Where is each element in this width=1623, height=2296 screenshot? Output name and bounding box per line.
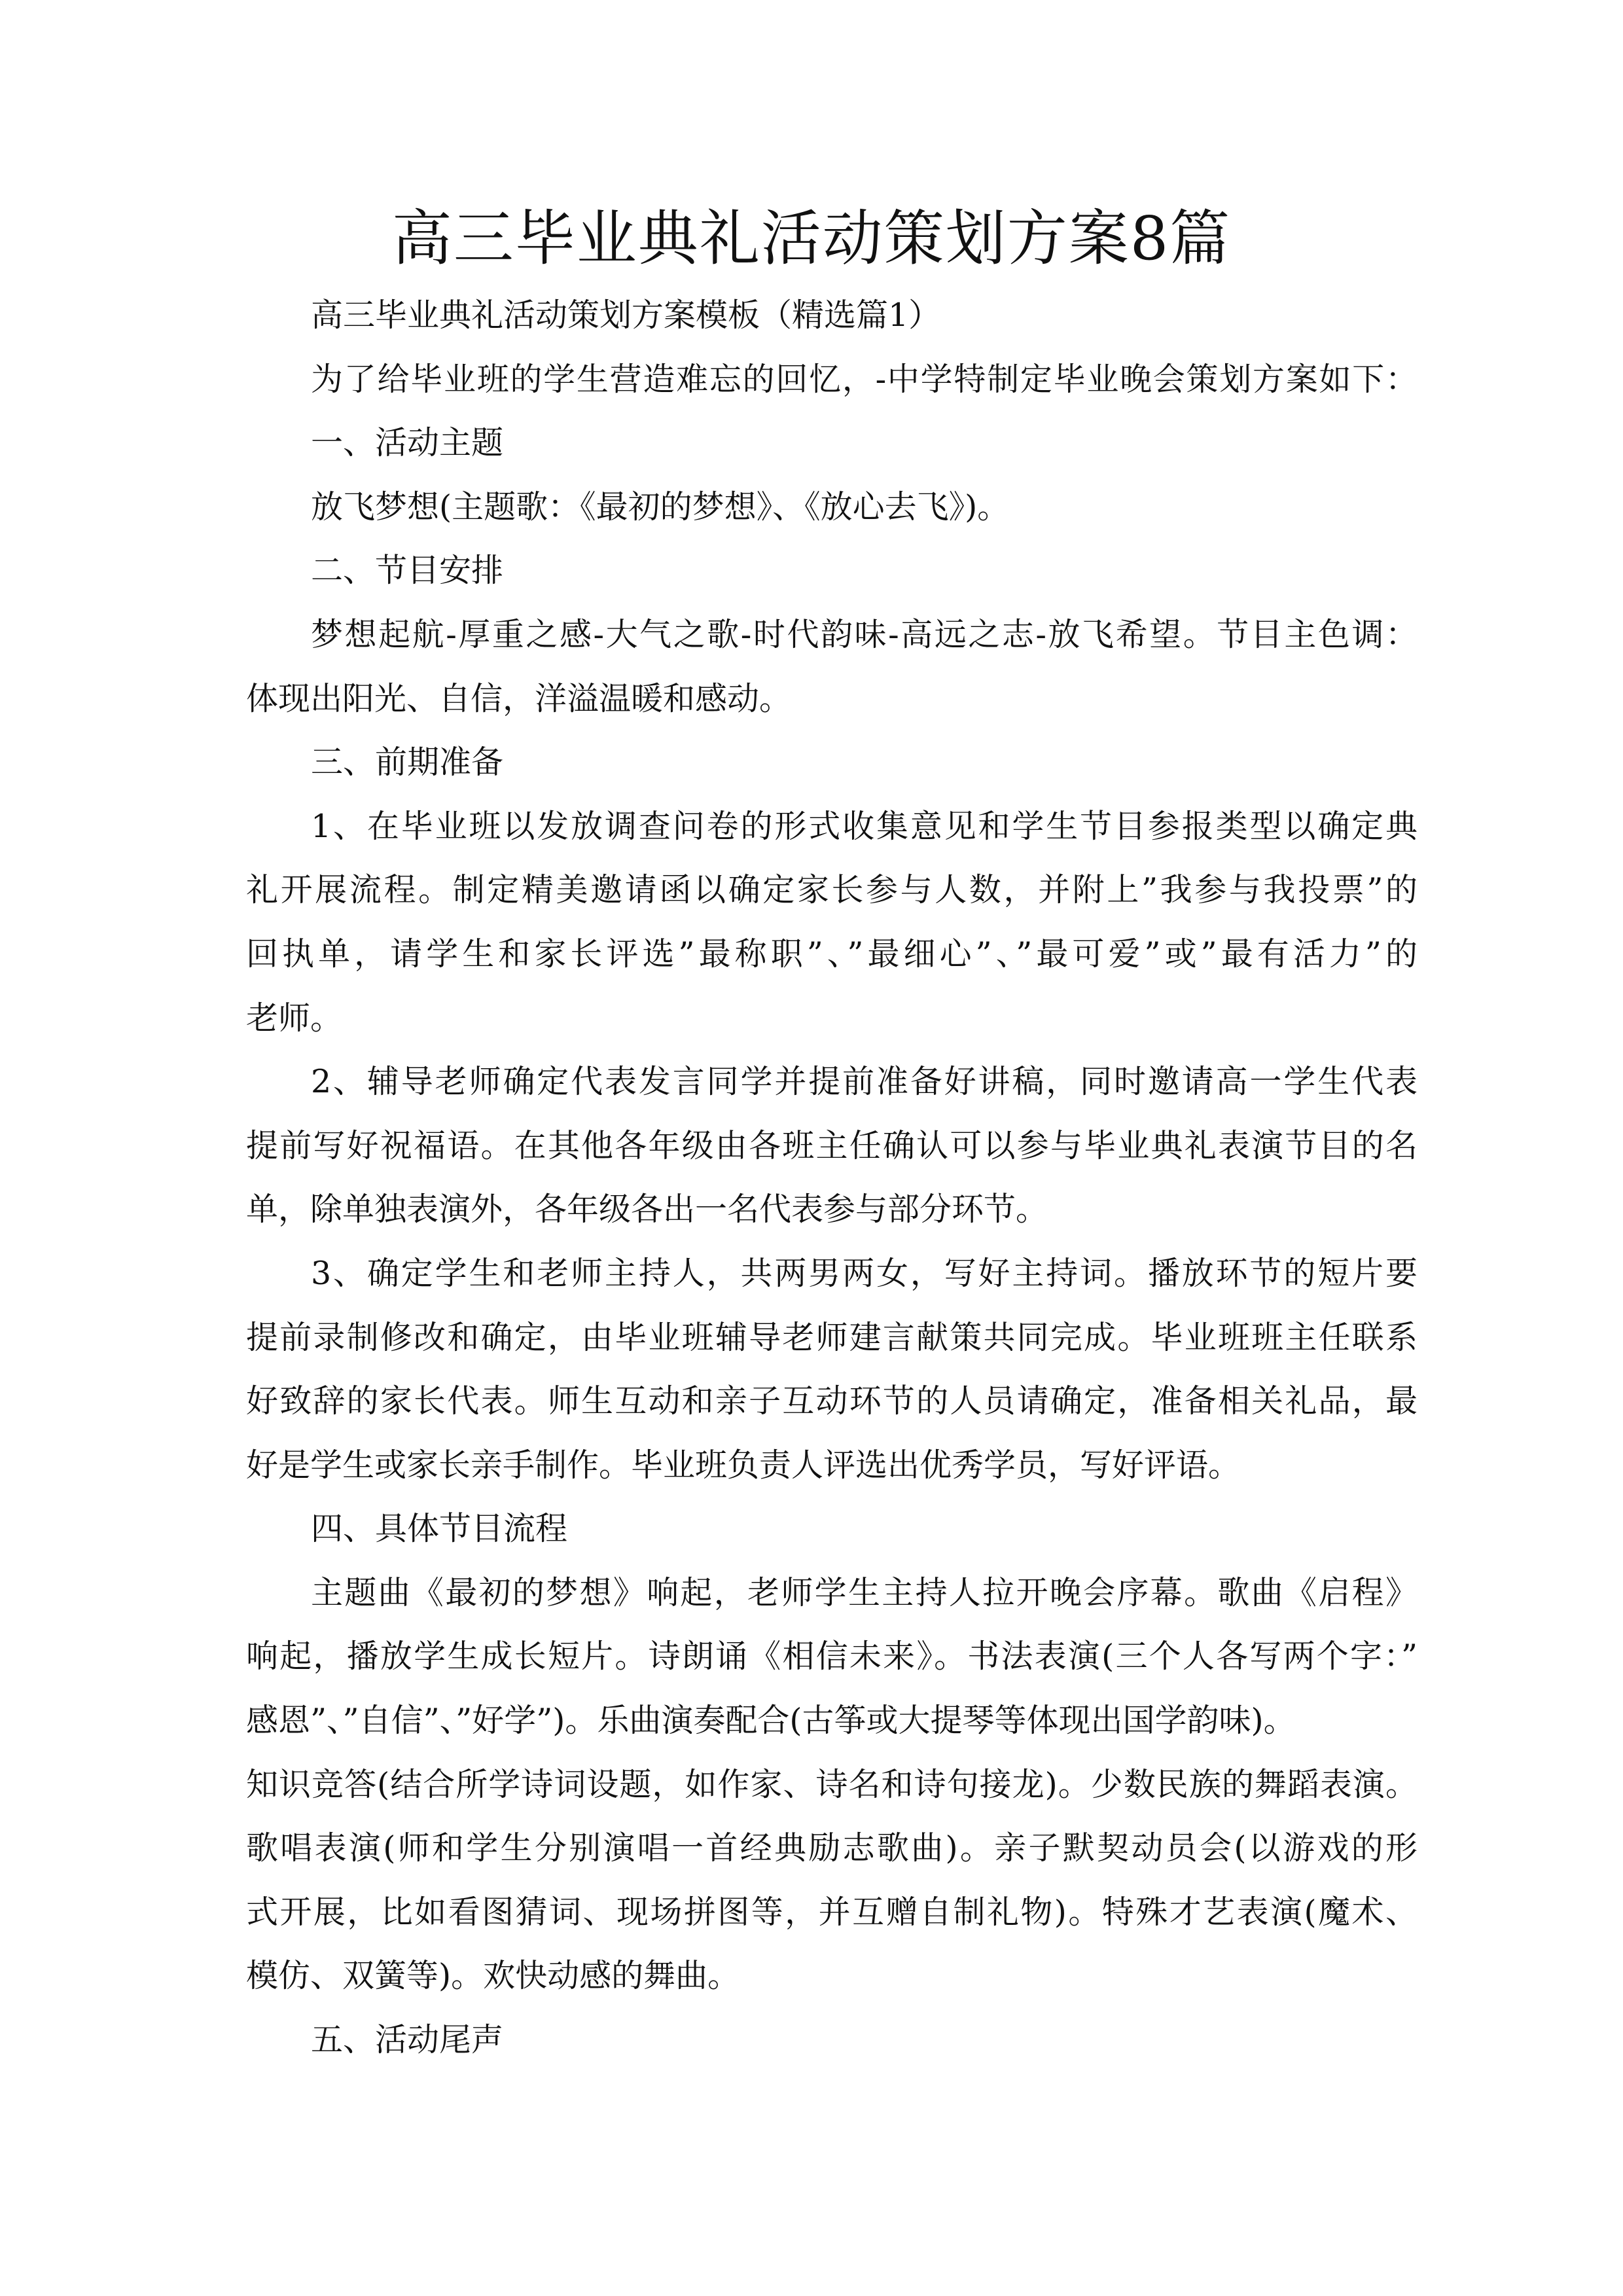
text-line: 梦想起航-厚重之感-大气之歌-时代韵味-高远之志-放飞希望。节目主色调： — [311, 615, 1418, 653]
text-line: 回执单，请学生和家长评选”最称职”、”最细心”、”最可爱”或”最有活力”的 — [246, 935, 1418, 973]
text-line: 高三毕业典礼活动策划方案模板（精选篇1） — [311, 296, 941, 334]
text-line: 体现出阳光、自信，洋溢温暖和感动。 — [246, 679, 792, 717]
text-line: 感恩”、”自信”、”好学”)。乐曲演奏配合(古筝或大提琴等体现出国学韵味)。 — [246, 1702, 1296, 1740]
text-line: 老师。 — [246, 999, 343, 1037]
text-line: 五、活动尾声 — [311, 2021, 504, 2059]
text-line: 好致辞的家长代表。师生互动和亲子互动环节的人员请确定，准备相关礼品，最 — [246, 1382, 1418, 1420]
text-line: 放飞梦想(主题歌：《最初的梦想》、《放心去飞》)。 — [311, 488, 1010, 526]
document-body — [246, 296, 1418, 2085]
text-line: 知识竞答(结合所学诗词设题，如作家、诗名和诗句接龙)。少数民族的舞蹈表演。 — [246, 1765, 1418, 1803]
text-line: 歌唱表演(师和学生分别演唱一首经典励志歌曲)。亲子默契动员会(以游戏的形 — [246, 1829, 1418, 1867]
text-line: 1、在毕业班以发放调查问卷的形式收集意见和学生节目参报类型以确定典 — [311, 807, 1418, 845]
text-line: 一、活动主题 — [311, 424, 504, 462]
text-line: 三、前期准备 — [311, 744, 504, 781]
text-line: 礼开展流程。制定精美邀请函以确定家长参与人数，并附上”我参与我投票”的 — [246, 871, 1418, 909]
text-line: 四、具体节目流程 — [311, 1510, 568, 1548]
text-line: 为了给毕业班的学生营造难忘的回忆，-中学特制定毕业晚会策划方案如下： — [311, 360, 1418, 398]
text-line: 3、确定学生和老师主持人，共两男两女，写好主持词。播放环节的短片要 — [311, 1254, 1418, 1292]
text-line: 好是学生或家长亲手制作。毕业班负责人评选出优秀学员，写好评语。 — [246, 1446, 1241, 1484]
text-line: 提前录制修改和确定，由毕业班辅导老师建言献策共同完成。毕业班班主任联系 — [246, 1318, 1418, 1356]
text-line: 提前写好祝福语。在其他各年级由各班主任确认可以参与毕业典礼表演节目的名 — [246, 1126, 1418, 1164]
text-line: 二、节目安排 — [311, 552, 504, 590]
text-line: 响起，播放学生成长短片。诗朗诵《相信未来》。书法表演(三个人各写两个字：” — [246, 1638, 1418, 1676]
text-line: 主题曲《最初的梦想》响起，老师学生主持人拉开晚会序幕。歌曲《启程》 — [311, 1573, 1418, 1611]
text-line: 2、辅导老师确定代表发言同学并提前准备好讲稿，同时邀请高一学生代表 — [311, 1063, 1418, 1101]
text-line: 单，除单独表演外，各年级各出一名代表参与部分环节。 — [246, 1191, 1048, 1229]
text-line: 式开展，比如看图猜词、现场拼图等，并互赠自制礼物)。特殊才艺表演(魔术、 — [246, 1893, 1418, 1931]
document-title: 高三毕业典礼活动策划方案8篇 — [391, 204, 1232, 274]
text-line: 模仿、双簧等)。欢快动感的舞曲。 — [246, 1957, 740, 1995]
